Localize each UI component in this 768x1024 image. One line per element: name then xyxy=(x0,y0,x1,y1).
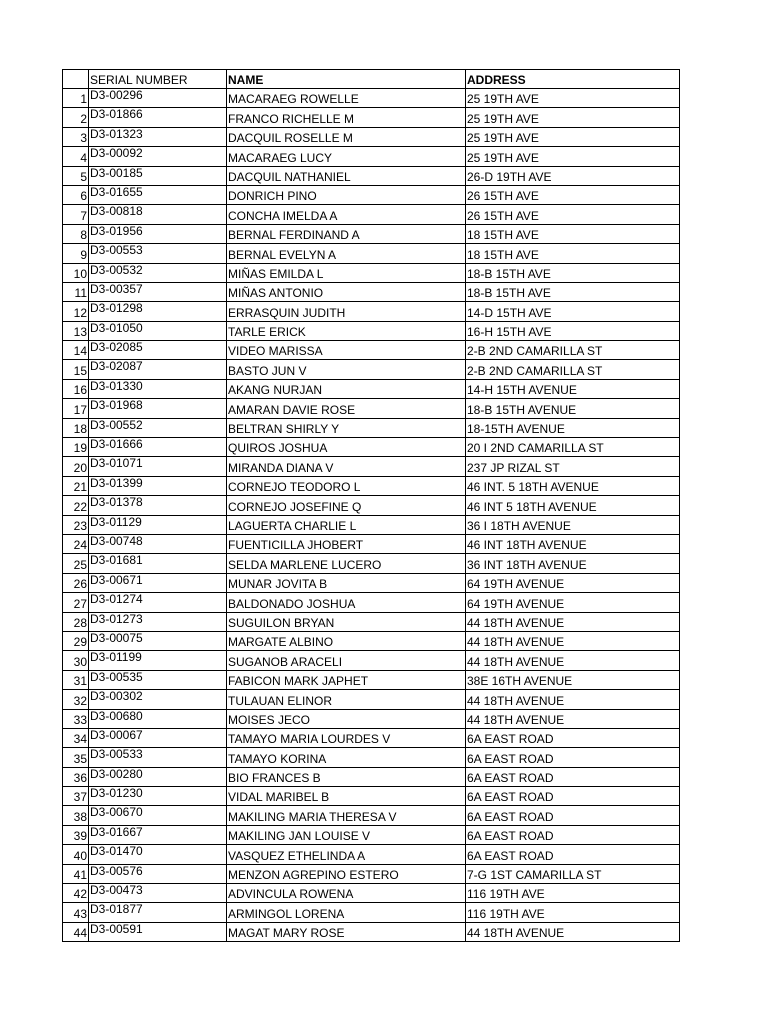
index-header xyxy=(63,70,89,89)
serial-number-cell: D3-01330 xyxy=(89,379,227,398)
name-cell: BERNAL FERDINAND A xyxy=(227,224,466,243)
serial-number-cell: D3-00302 xyxy=(89,690,227,709)
name-cell: SELDA MARLENE LUCERO xyxy=(227,554,466,573)
serial-number-cell: D3-00671 xyxy=(89,573,227,592)
row-number: 24 xyxy=(63,534,89,553)
roster-table xyxy=(62,69,680,942)
table-row xyxy=(63,864,680,883)
address-cell: 6A EAST ROAD xyxy=(466,748,680,767)
address-cell: 116 19TH AVE xyxy=(466,884,680,903)
serial-number-cell: D3-00748 xyxy=(89,534,227,553)
row-number: 9 xyxy=(63,244,89,263)
table-row xyxy=(63,845,680,864)
name-cell: ERRASQUIN JUDITH xyxy=(227,302,466,321)
address-cell: 64 19TH AVENUE xyxy=(466,593,680,612)
serial-number-header: SERIAL NUMBER xyxy=(89,70,227,89)
table-row xyxy=(63,670,680,689)
address-cell: 38E 16TH AVENUE xyxy=(466,670,680,689)
row-number: 8 xyxy=(63,224,89,243)
row-number: 15 xyxy=(63,360,89,379)
name-cell: MARGATE ALBINO xyxy=(227,631,466,650)
serial-number-cell: D3-01655 xyxy=(89,185,227,204)
row-number: 18 xyxy=(63,418,89,437)
row-number: 36 xyxy=(63,767,89,786)
table-row xyxy=(63,593,680,612)
address-cell: 26-D 19TH AVE xyxy=(466,166,680,185)
serial-number-cell: D3-01129 xyxy=(89,515,227,534)
address-cell: 2-B 2ND CAMARILLA ST xyxy=(466,341,680,360)
name-cell: MENZON AGREPINO ESTERO xyxy=(227,864,466,883)
table-row xyxy=(63,89,680,108)
serial-number-cell: D3-01323 xyxy=(89,127,227,146)
serial-number-cell: D3-01968 xyxy=(89,399,227,418)
serial-number-cell: D3-01470 xyxy=(89,845,227,864)
name-cell: MIÑAS EMILDA L xyxy=(227,263,466,282)
address-cell: 6A EAST ROAD xyxy=(466,728,680,747)
serial-number-cell: D3-01230 xyxy=(89,787,227,806)
address-cell: 18-B 15TH AVENUE xyxy=(466,399,680,418)
table-body xyxy=(63,89,680,942)
row-number: 44 xyxy=(63,922,89,941)
name-cell: FRANCO RICHELLE M xyxy=(227,108,466,127)
address-cell: 116 19TH AVE xyxy=(466,903,680,922)
table-row xyxy=(63,554,680,573)
address-cell: 46 INT 18TH AVENUE xyxy=(466,534,680,553)
table-row xyxy=(63,205,680,224)
name-header: NAME xyxy=(227,70,466,89)
name-cell: VIDEO MARISSA xyxy=(227,341,466,360)
serial-number-cell: D3-00067 xyxy=(89,728,227,747)
name-cell: ARMINGOL LORENA xyxy=(227,903,466,922)
row-number: 33 xyxy=(63,709,89,728)
table-row xyxy=(63,147,680,166)
serial-number-cell: D3-02085 xyxy=(89,341,227,360)
serial-number-cell: D3-02087 xyxy=(89,360,227,379)
address-cell: 18-B 15TH AVE xyxy=(466,282,680,301)
serial-number-cell: D3-00818 xyxy=(89,205,227,224)
name-cell: MACARAEG LUCY xyxy=(227,147,466,166)
table-row xyxy=(63,302,680,321)
serial-number-cell: D3-00280 xyxy=(89,767,227,786)
table-row xyxy=(63,263,680,282)
serial-number-cell: D3-00532 xyxy=(89,263,227,282)
name-cell: QUIROS JOSHUA xyxy=(227,438,466,457)
row-number: 5 xyxy=(63,166,89,185)
table-row xyxy=(63,534,680,553)
table-row xyxy=(63,651,680,670)
name-cell: SUGANOB ARACELI xyxy=(227,651,466,670)
name-cell: TAMAYO MARIA LOURDES V xyxy=(227,728,466,747)
name-cell: AMARAN DAVIE ROSE xyxy=(227,399,466,418)
row-number: 3 xyxy=(63,127,89,146)
address-cell: 44 18TH AVENUE xyxy=(466,922,680,941)
table-row xyxy=(63,728,680,747)
name-cell: DACQUIL ROSELLE M xyxy=(227,127,466,146)
row-number: 29 xyxy=(63,631,89,650)
name-cell: DONRICH PINO xyxy=(227,185,466,204)
serial-number-cell: D3-01666 xyxy=(89,438,227,457)
table-row xyxy=(63,806,680,825)
row-number: 14 xyxy=(63,341,89,360)
row-number: 30 xyxy=(63,651,89,670)
address-cell: 44 18TH AVENUE xyxy=(466,709,680,728)
serial-number-cell: D3-00591 xyxy=(89,922,227,941)
serial-number-cell: D3-00357 xyxy=(89,282,227,301)
address-cell: 18 15TH AVE xyxy=(466,224,680,243)
row-number: 37 xyxy=(63,787,89,806)
table-row xyxy=(63,379,680,398)
serial-number-cell: D3-01274 xyxy=(89,593,227,612)
serial-number-cell: D3-00535 xyxy=(89,670,227,689)
table-row xyxy=(63,476,680,495)
address-header: ADDRESS xyxy=(466,70,680,89)
address-cell: 26 15TH AVE xyxy=(466,205,680,224)
row-number: 10 xyxy=(63,263,89,282)
table-row xyxy=(63,709,680,728)
address-cell: 6A EAST ROAD xyxy=(466,787,680,806)
table-row xyxy=(63,457,680,476)
row-number: 42 xyxy=(63,884,89,903)
row-number: 2 xyxy=(63,108,89,127)
serial-number-cell: D3-01956 xyxy=(89,224,227,243)
table-row xyxy=(63,573,680,592)
serial-number-cell: D3-00075 xyxy=(89,631,227,650)
name-cell: BELTRAN SHIRLY Y xyxy=(227,418,466,437)
row-number: 34 xyxy=(63,728,89,747)
address-cell: 36 INT 18TH AVENUE xyxy=(466,554,680,573)
serial-number-cell: D3-00296 xyxy=(89,89,227,108)
serial-number-cell: D3-01399 xyxy=(89,476,227,495)
name-cell: CORNEJO JOSEFINE Q xyxy=(227,496,466,515)
name-cell: TAMAYO KORINA xyxy=(227,748,466,767)
name-cell: BASTO JUN V xyxy=(227,360,466,379)
row-number: 4 xyxy=(63,147,89,166)
address-cell: 237 JP RIZAL ST xyxy=(466,457,680,476)
row-number: 27 xyxy=(63,593,89,612)
row-number: 6 xyxy=(63,185,89,204)
row-number: 38 xyxy=(63,806,89,825)
table-row xyxy=(63,496,680,515)
address-cell: 25 19TH AVE xyxy=(466,147,680,166)
address-cell: 18-15TH AVENUE xyxy=(466,418,680,437)
address-cell: 6A EAST ROAD xyxy=(466,806,680,825)
address-cell: 64 19TH AVENUE xyxy=(466,573,680,592)
address-cell: 6A EAST ROAD xyxy=(466,767,680,786)
table-row xyxy=(63,321,680,340)
address-cell: 2-B 2ND CAMARILLA ST xyxy=(466,360,680,379)
name-cell: LAGUERTA CHARLIE L xyxy=(227,515,466,534)
table-row xyxy=(63,825,680,844)
name-cell: MACARAEG ROWELLE xyxy=(227,89,466,108)
address-cell: 18 15TH AVE xyxy=(466,244,680,263)
table-row xyxy=(63,244,680,263)
row-number: 21 xyxy=(63,476,89,495)
address-cell: 46 INT. 5 18TH AVENUE xyxy=(466,476,680,495)
serial-number-cell: D3-00576 xyxy=(89,864,227,883)
row-number: 16 xyxy=(63,379,89,398)
name-cell: BIO FRANCES B xyxy=(227,767,466,786)
header-row xyxy=(63,70,680,89)
serial-number-cell: D3-00533 xyxy=(89,748,227,767)
name-cell: BALDONADO JOSHUA xyxy=(227,593,466,612)
name-cell: BERNAL EVELYN A xyxy=(227,244,466,263)
name-cell: MUNAR JOVITA B xyxy=(227,573,466,592)
name-cell: CORNEJO TEODORO L xyxy=(227,476,466,495)
name-cell: CONCHA IMELDA A xyxy=(227,205,466,224)
name-cell: MIRANDA DIANA V xyxy=(227,457,466,476)
address-cell: 36 I 18TH AVENUE xyxy=(466,515,680,534)
address-cell: 44 18TH AVENUE xyxy=(466,690,680,709)
table-row xyxy=(63,282,680,301)
address-cell: 25 19TH AVE xyxy=(466,108,680,127)
row-number: 19 xyxy=(63,438,89,457)
table-row xyxy=(63,631,680,650)
name-cell: ADVINCULA ROWENA xyxy=(227,884,466,903)
name-cell: MOISES JECO xyxy=(227,709,466,728)
address-cell: 14-D 15TH AVE xyxy=(466,302,680,321)
row-number: 17 xyxy=(63,399,89,418)
address-cell: 14-H 15TH AVENUE xyxy=(466,379,680,398)
serial-number-cell: D3-00473 xyxy=(89,884,227,903)
serial-number-cell: D3-01866 xyxy=(89,108,227,127)
row-number: 7 xyxy=(63,205,89,224)
serial-number-cell: D3-01667 xyxy=(89,825,227,844)
serial-number-cell: D3-00552 xyxy=(89,418,227,437)
name-cell: MIÑAS ANTONIO xyxy=(227,282,466,301)
serial-number-cell: D3-01877 xyxy=(89,903,227,922)
address-cell: 26 15TH AVE xyxy=(466,185,680,204)
table-row xyxy=(63,690,680,709)
address-cell: 44 18TH AVENUE xyxy=(466,651,680,670)
row-number: 23 xyxy=(63,515,89,534)
address-cell: 6A EAST ROAD xyxy=(466,825,680,844)
serial-number-cell: D3-00092 xyxy=(89,147,227,166)
table-row xyxy=(63,884,680,903)
serial-number-cell: D3-01273 xyxy=(89,612,227,631)
table-row xyxy=(63,360,680,379)
table-row xyxy=(63,127,680,146)
serial-number-cell: D3-01681 xyxy=(89,554,227,573)
table-row xyxy=(63,341,680,360)
address-cell: 20 I 2ND CAMARILLA ST xyxy=(466,438,680,457)
name-cell: MAGAT MARY ROSE xyxy=(227,922,466,941)
table-row xyxy=(63,166,680,185)
row-number: 35 xyxy=(63,748,89,767)
table-row xyxy=(63,438,680,457)
table-row xyxy=(63,903,680,922)
name-cell: AKANG NURJAN xyxy=(227,379,466,398)
address-cell: 7-G 1ST CAMARILLA ST xyxy=(466,864,680,883)
serial-number-cell: D3-00680 xyxy=(89,709,227,728)
row-number: 43 xyxy=(63,903,89,922)
name-cell: VASQUEZ ETHELINDA A xyxy=(227,845,466,864)
address-cell: 25 19TH AVE xyxy=(466,89,680,108)
serial-number-cell: D3-01298 xyxy=(89,302,227,321)
table-row xyxy=(63,515,680,534)
table-row xyxy=(63,185,680,204)
name-cell: TARLE ERICK xyxy=(227,321,466,340)
name-cell: MAKILING MARIA THERESA V xyxy=(227,806,466,825)
name-cell: MAKILING JAN LOUISE V xyxy=(227,825,466,844)
name-cell: DACQUIL NATHANIEL xyxy=(227,166,466,185)
row-number: 41 xyxy=(63,864,89,883)
address-cell: 44 18TH AVENUE xyxy=(466,631,680,650)
row-number: 40 xyxy=(63,845,89,864)
address-cell: 46 INT 5 18TH AVENUE xyxy=(466,496,680,515)
row-number: 32 xyxy=(63,690,89,709)
table-row xyxy=(63,108,680,127)
table-row xyxy=(63,787,680,806)
row-number: 22 xyxy=(63,496,89,515)
address-cell: 44 18TH AVENUE xyxy=(466,612,680,631)
row-number: 26 xyxy=(63,573,89,592)
name-cell: FABICON MARK JAPHET xyxy=(227,670,466,689)
address-cell: 6A EAST ROAD xyxy=(466,845,680,864)
serial-number-cell: D3-00185 xyxy=(89,166,227,185)
serial-number-cell: D3-00553 xyxy=(89,244,227,263)
name-cell: VIDAL MARIBEL B xyxy=(227,787,466,806)
table-row xyxy=(63,418,680,437)
name-cell: SUGUILON BRYAN xyxy=(227,612,466,631)
serial-number-cell: D3-01050 xyxy=(89,321,227,340)
row-number: 1 xyxy=(63,89,89,108)
row-number: 39 xyxy=(63,825,89,844)
table-row xyxy=(63,748,680,767)
row-number: 20 xyxy=(63,457,89,476)
row-number: 13 xyxy=(63,321,89,340)
serial-number-cell: D3-01071 xyxy=(89,457,227,476)
address-cell: 18-B 15TH AVE xyxy=(466,263,680,282)
row-number: 11 xyxy=(63,282,89,301)
table-row xyxy=(63,399,680,418)
table-row xyxy=(63,767,680,786)
table-row xyxy=(63,922,680,941)
address-cell: 25 19TH AVE xyxy=(466,127,680,146)
table-row xyxy=(63,612,680,631)
serial-number-cell: D3-01199 xyxy=(89,651,227,670)
row-number: 28 xyxy=(63,612,89,631)
serial-number-cell: D3-01378 xyxy=(89,496,227,515)
table-row xyxy=(63,224,680,243)
name-cell: FUENTICILLA JHOBERT xyxy=(227,534,466,553)
serial-number-cell: D3-00670 xyxy=(89,806,227,825)
address-cell: 16-H 15TH AVE xyxy=(466,321,680,340)
row-number: 31 xyxy=(63,670,89,689)
row-number: 25 xyxy=(63,554,89,573)
row-number: 12 xyxy=(63,302,89,321)
name-cell: TULAUAN ELINOR xyxy=(227,690,466,709)
